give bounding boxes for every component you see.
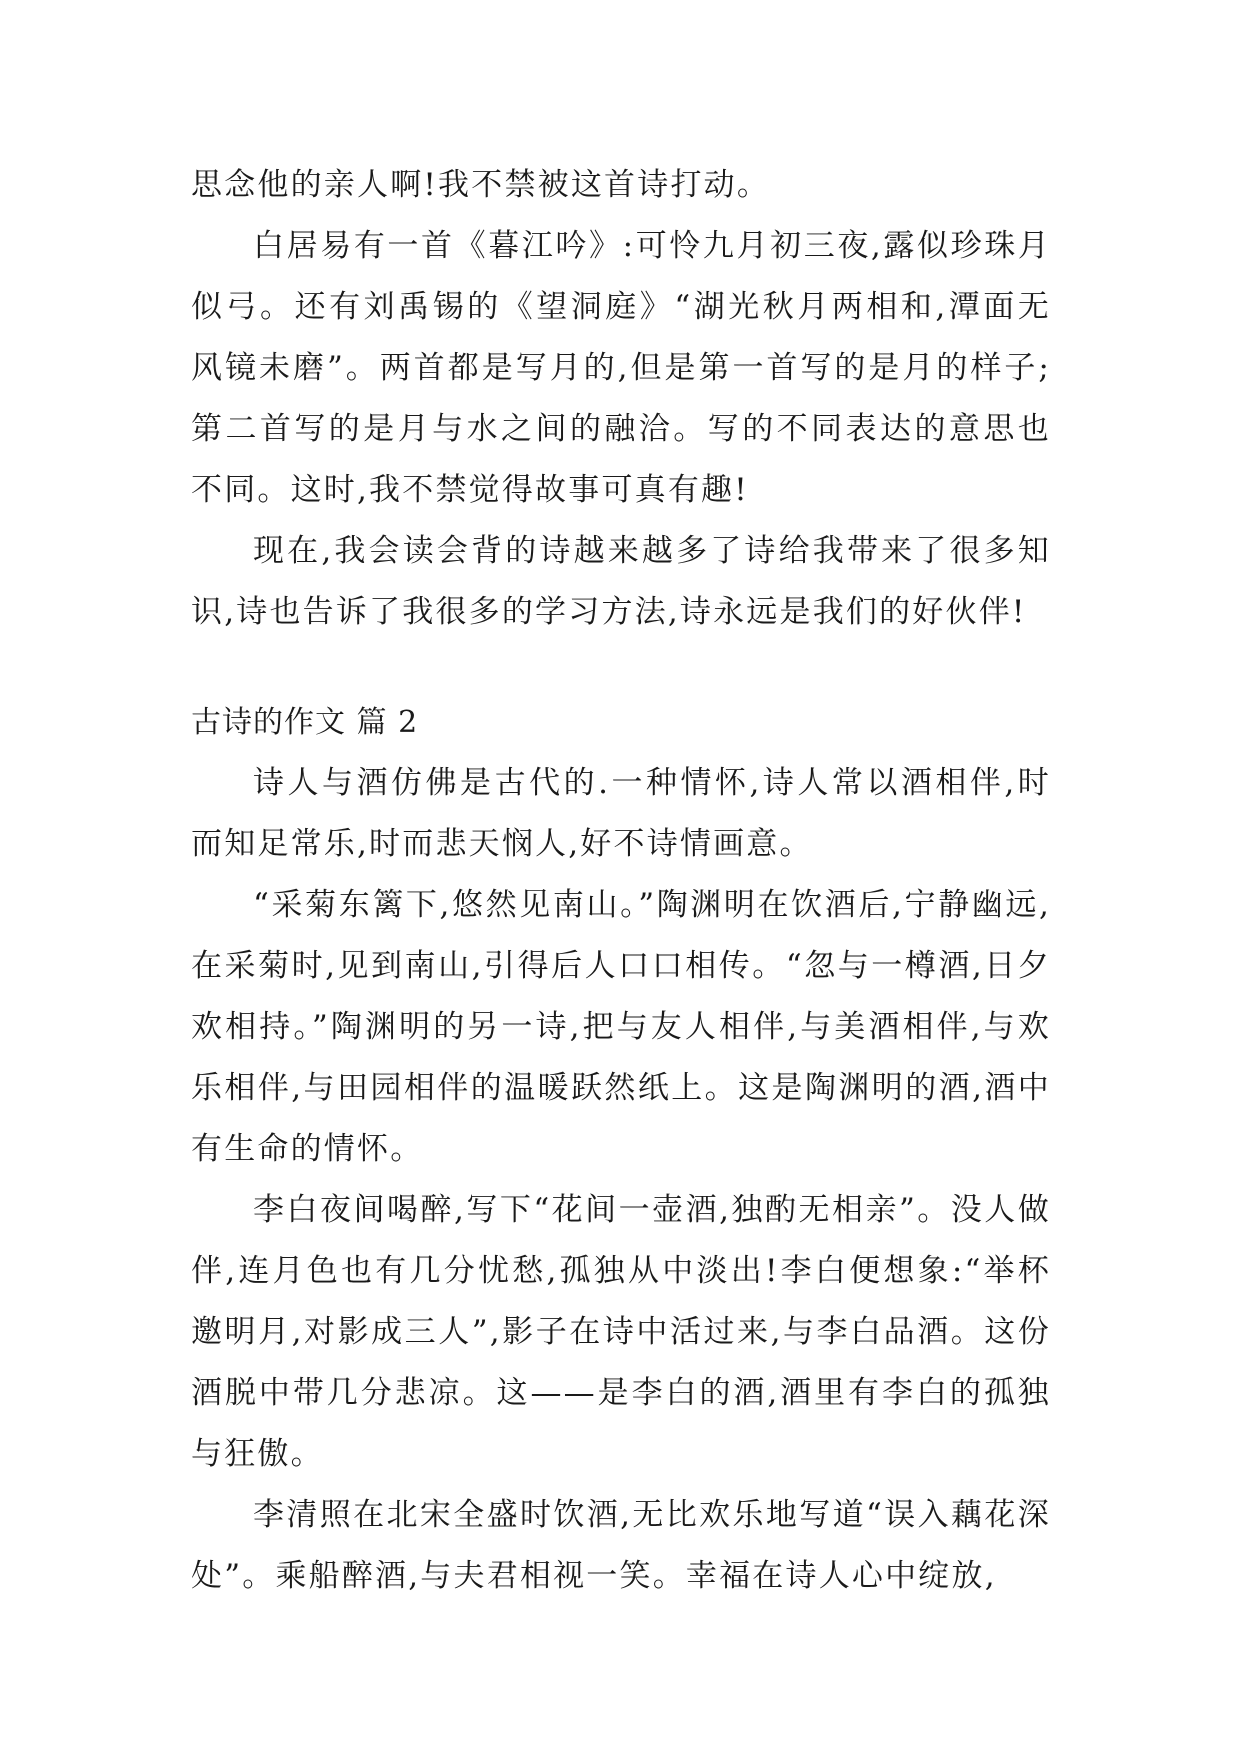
paragraph-bai-juyi: 白居易有一首《暮江吟》:可怜九月初三夜,露似珍珠月似弓。还有刘禹锡的《望洞庭》“湖光秋月两相和,潭面无风镜未磨”。两首都是写月的,但是第一首写的是月的样子;第二首写的是月与水之间的融洽。写的不同表达的意思也不同。这时,我不禁觉得故事可真有趣! — [191, 228, 1051, 508]
paragraph-continued: 思念他的亲人啊!我不禁被这首诗打动。 — [191, 167, 771, 203]
paragraph-li-bai: 李白夜间喝醉,写下“花间一壶酒,独酌无相亲”。没人做伴,连月色也有几分忧愁,孤独从中淡出!李白便想象:“举杯邀明月,对影成三人”,影子在诗中活过来,与李白品酒。这份酒脱中带几分悲凉。这——是李白的酒,酒里有李白的孤独与狂傲。 — [191, 1192, 1051, 1472]
section-title: 古诗的作文 篇 2 — [191, 705, 419, 740]
section-spacer — [191, 643, 1051, 692]
paragraph-tao-yuanming: “采菊东篱下,悠然见南山。”陶渊明在饮酒后,宁静幽远,在采菊时,见到南山,引得后人口口相传。“忽与一樽酒,日夕欢相持。”陶渊明的另一诗,把与友人相伴,与美酒相伴,与欢乐相伴,与田园相伴的温暖跃然纸上。这是陶渊明的酒,酒中有生命的情怀。 — [191, 887, 1051, 1167]
document-body — [191, 155, 1051, 1607]
paragraph-li-qingzhao: 李清照在北宋全盛时饮酒,无比欢乐地写道“误入藕花深处”。乘船醉酒,与夫君相视一笑。幸福在诗人心中绽放, — [191, 1497, 1051, 1594]
paragraph-poets-and-wine: 诗人与酒仿佛是古代的.一种情怀,诗人常以酒相伴,时而知足常乐,时而悲天悯人,好不诗情画意。 — [191, 765, 1051, 862]
paragraph-conclusion: 现在,我会读会背的诗越来越多了诗给我带来了很多知识,诗也告诉了我很多的学习方法,诗永远是我们的好伙伴! — [191, 533, 1051, 630]
